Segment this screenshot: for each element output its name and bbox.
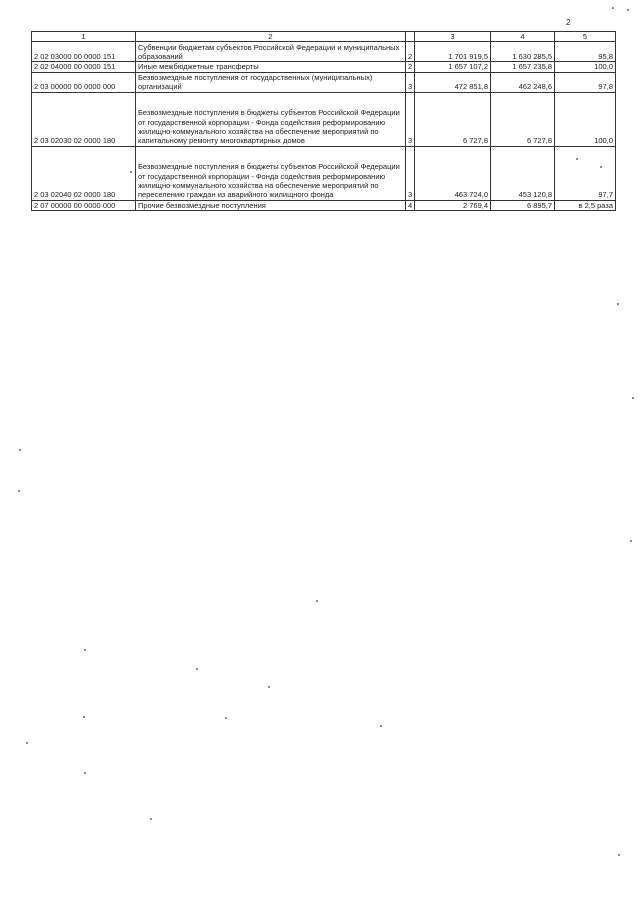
row-name: Безвозмездные поступления в бюджеты субъектов Российской Федерации от государственной корпорации - Фонда содействия реформированию жилищно-коммунального хозяйства на обеспечение мероприятий по переселению граждан из аварийного жилищного фонда (136, 146, 406, 200)
row-mark: 3 (406, 146, 415, 200)
row-name: Иные межбюджетные трансферты (136, 62, 406, 72)
row-code: 2 07 00000 00 0000 000 (32, 200, 136, 210)
scan-speck (18, 490, 20, 492)
table-row (32, 62, 616, 72)
row-code: 2 03 02040 02 0000 180 (32, 146, 136, 200)
row-name: Субвенции бюджетам субъектов Российской Федерации и муниципальных образований (136, 42, 406, 62)
table-header-row (32, 32, 616, 42)
row-col3: 463 724,0 (415, 146, 491, 200)
scan-speck (316, 600, 318, 602)
header-col-2: 2 (136, 32, 406, 42)
row-mark: 4 (406, 200, 415, 210)
scan-speck (268, 686, 270, 688)
row-code: 2 03 00000 00 0000 000 (32, 72, 136, 92)
row-code: 2 02 04000 00 0000 151 (32, 62, 136, 72)
row-col3: 6 727,8 (415, 92, 491, 146)
row-col3: 472 851,8 (415, 72, 491, 92)
budget-revenue-table (31, 31, 616, 211)
scan-speck (26, 742, 28, 744)
table-row (32, 92, 616, 146)
scan-speck (600, 166, 602, 168)
row-col5: 100,0 (555, 62, 616, 72)
row-col5: 97,7 (555, 146, 616, 200)
header-col-mark (406, 32, 415, 42)
table-row (32, 146, 616, 200)
scan-speck (196, 668, 198, 670)
row-code: 2 02 03000 00 0000 151 (32, 42, 136, 62)
scan-speck (150, 818, 152, 820)
row-col4: 1 630 285,5 (491, 42, 555, 62)
scan-speck (19, 449, 21, 451)
scan-speck (84, 649, 86, 651)
row-col3: 1 657 107,2 (415, 62, 491, 72)
scan-speck (84, 772, 86, 774)
table-row (32, 72, 616, 92)
row-col5: в 2,5 раза (555, 200, 616, 210)
row-col4: 453 120,8 (491, 146, 555, 200)
scan-speck (632, 397, 634, 399)
row-col4: 6 895,7 (491, 200, 555, 210)
row-col4: 6 727,8 (491, 92, 555, 146)
table-row (32, 200, 616, 210)
scan-speck (617, 303, 619, 305)
scan-speck (130, 171, 132, 173)
row-name: Безвозмездные поступления от государственных (муниципальных) организаций (136, 72, 406, 92)
row-col4: 462 248,6 (491, 72, 555, 92)
scan-speck (225, 717, 227, 719)
row-name: Прочие безвозмездные поступления (136, 200, 406, 210)
scan-speck (612, 7, 614, 9)
scan-speck (380, 725, 382, 727)
row-col3: 1 701 919,5 (415, 42, 491, 62)
row-col3: 2 769,4 (415, 200, 491, 210)
row-mark: 3 (406, 92, 415, 146)
row-mark: 2 (406, 62, 415, 72)
scan-speck (618, 854, 620, 856)
row-col5: 97,8 (555, 72, 616, 92)
row-col4: 1 657 235,8 (491, 62, 555, 72)
row-col5: 100,0 (555, 92, 616, 146)
row-mark: 2 (406, 42, 415, 62)
scan-speck (630, 540, 632, 542)
scan-speck (83, 716, 85, 718)
row-col5: 95,8 (555, 42, 616, 62)
row-code: 2 03 02030 02 0000 180 (32, 92, 136, 146)
row-name: Безвозмездные поступления в бюджеты субъектов Российской Федерации от государственной корпорации - Фонда содействия реформированию жилищно-коммунального хозяйства на обеспечение мероприятий по капитальному ремонту многоквартирных домов (136, 92, 406, 146)
scan-speck (627, 9, 629, 11)
header-col-3: 3 (415, 32, 491, 42)
scan-speck (576, 158, 578, 160)
header-col-5: 5 (555, 32, 616, 42)
row-mark: 3 (406, 72, 415, 92)
header-col-4: 4 (491, 32, 555, 42)
header-col-1: 1 (32, 32, 136, 42)
page-number: 2 (566, 18, 571, 27)
table-row (32, 42, 616, 62)
